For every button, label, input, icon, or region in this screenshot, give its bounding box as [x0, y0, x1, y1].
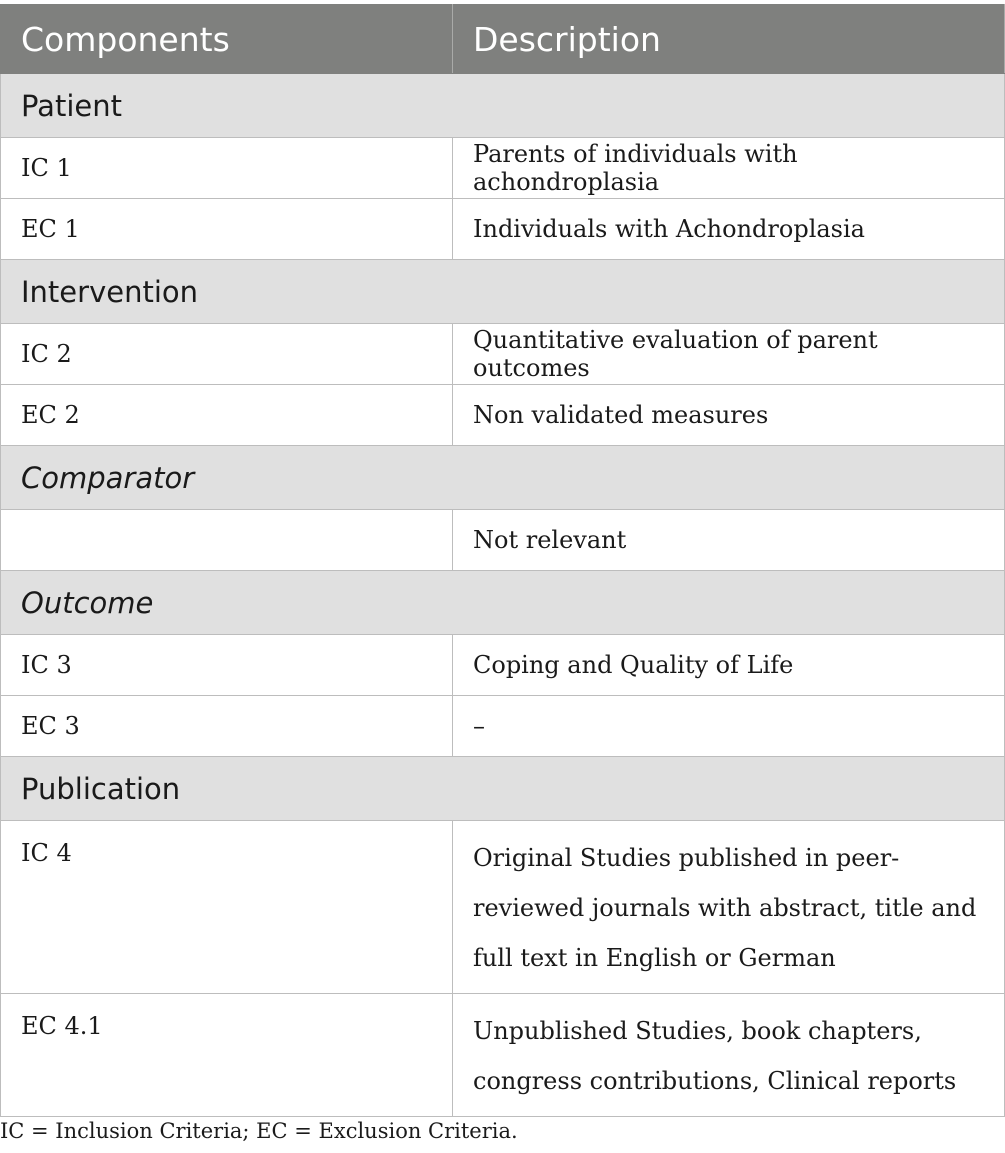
- row-label: IC 4: [1, 821, 453, 994]
- table-footnote: IC = Inclusion Criteria; EC = Exclusion Criteria.: [0, 1119, 518, 1143]
- row-label: EC 1: [1, 199, 453, 260]
- header-components: Components: [1, 5, 453, 74]
- table-row: [1, 821, 1005, 994]
- table-row: [1, 994, 1005, 1117]
- table-row: [1, 696, 1005, 757]
- table-header: [1, 5, 1005, 74]
- row-label: IC 1: [1, 138, 453, 199]
- section-comparator: [1, 446, 1005, 510]
- header-description: Description: [453, 5, 1005, 74]
- section-intervention: [1, 260, 1005, 324]
- criteria-table: [0, 4, 1005, 1117]
- table-row: [1, 635, 1005, 696]
- row-description: Not relevant: [453, 510, 1005, 571]
- row-label: [1, 510, 453, 571]
- table-row: [1, 199, 1005, 260]
- row-description: Individuals with Achondroplasia: [453, 199, 1005, 260]
- row-description: Unpublished Studies, book chapters, congress contributions, Clinical reports: [453, 994, 1005, 1117]
- row-label: EC 3: [1, 696, 453, 757]
- section-label: Publication: [1, 757, 1005, 821]
- table-row: [1, 324, 1005, 385]
- section-label: Intervention: [1, 260, 1005, 324]
- section-outcome: [1, 571, 1005, 635]
- row-description: Original Studies published in peer-reviewed journals with abstract, title and full text in English or German: [453, 821, 1005, 994]
- section-label: Patient: [1, 74, 1005, 138]
- row-label: EC 2: [1, 385, 453, 446]
- table-row: [1, 510, 1005, 571]
- row-description: –: [453, 696, 1005, 757]
- section-patient: [1, 74, 1005, 138]
- row-description: Coping and Quality of Life: [453, 635, 1005, 696]
- row-description: Parents of individuals with achondroplasia: [453, 138, 1005, 199]
- row-description: Quantitative evaluation of parent outcomes: [453, 324, 1005, 385]
- table-row: [1, 138, 1005, 199]
- row-description: Non validated measures: [453, 385, 1005, 446]
- row-label: IC 2: [1, 324, 453, 385]
- table-row: [1, 385, 1005, 446]
- section-label: Outcome: [1, 571, 1005, 635]
- row-label: EC 4.1: [1, 994, 453, 1117]
- section-publication: [1, 757, 1005, 821]
- section-label: Comparator: [1, 446, 1005, 510]
- row-label: IC 3: [1, 635, 453, 696]
